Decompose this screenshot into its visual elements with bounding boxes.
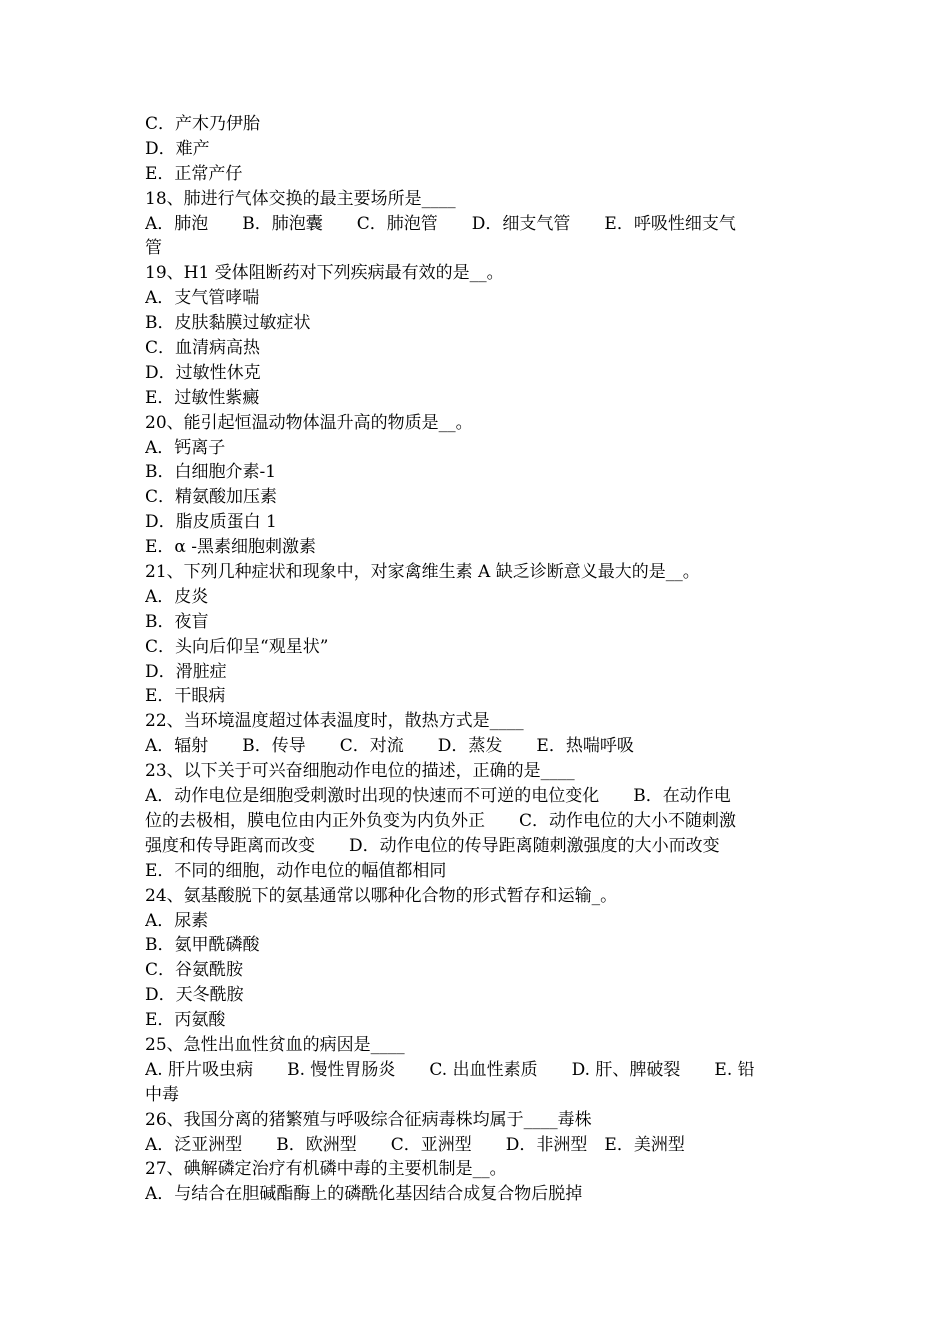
text-line: E．丙氨酸 bbox=[145, 1010, 226, 1031]
question-20: 20、能引起恒温动物体温升高的物质是__。 bbox=[145, 412, 473, 433]
text-line: D．过敏性休克 bbox=[145, 362, 261, 383]
question-19: 19、H1 受体阻断药对下列疾病最有效的是__。 bbox=[145, 263, 504, 284]
text-line: A．支气管哮喘 bbox=[145, 288, 260, 309]
text-line: E．正常产仔 bbox=[145, 163, 243, 184]
text-line: A．动作电位是细胞受刺激时出现的快速而不可逆的电位变化 B．在动作电 bbox=[145, 786, 731, 807]
text-line: B．白细胞介素-1 bbox=[145, 462, 277, 483]
document-page bbox=[145, 112, 810, 1207]
text-line: A．与结合在胆碱酯酶上的磷酰化基因结合成复合物后脱掉 bbox=[145, 1184, 583, 1205]
question-27: 27、碘解磷定治疗有机磷中毒的主要机制是__。 bbox=[145, 1159, 507, 1180]
text-line: C．产木乃伊胎 bbox=[145, 114, 261, 134]
text-line: D．滑脏症 bbox=[145, 661, 227, 682]
question-21: 21、下列几种症状和现象中，对家禽维生素 A 缺乏诊断意义最大的是__。 bbox=[145, 562, 700, 583]
text-line: A. 肝片吸虫病 B. 慢性胃肠炎 C. 出血性素质 D. 肝、脾破裂 E. 铅 bbox=[145, 1059, 755, 1080]
text-line: D．脂皮质蛋白 1 bbox=[145, 512, 277, 533]
question-24: 24、氨基酸脱下的氨基通常以哪种化合物的形式暂存和运输_。 bbox=[145, 885, 618, 906]
text-line: A．辐射 B．传导 C．对流 D．蒸发 E．热喘呼吸 bbox=[145, 736, 634, 757]
question-22: 22、当环境温度超过体表温度时，散热方式是____ bbox=[145, 711, 524, 732]
question-26: 26、我国分离的猪繁殖与呼吸综合征病毒株均属于____毒株 bbox=[145, 1109, 592, 1130]
text-line: B．皮肤黏膜过敏症状 bbox=[145, 313, 311, 334]
text-line: A．肺泡 B．肺泡囊 C．肺泡管 D．细支气管 E．呼吸性细支气 bbox=[145, 213, 736, 234]
text-line: 管 bbox=[145, 238, 162, 259]
text-line: C．谷氨酰胺 bbox=[145, 960, 244, 981]
text-line: E．α -黑素细胞刺激素 bbox=[145, 537, 317, 558]
text-line: E．干眼病 bbox=[145, 686, 226, 707]
text-line: A．钙离子 bbox=[145, 437, 226, 458]
text-line: B．夜盲 bbox=[145, 611, 209, 632]
text-line: A．泛亚洲型 B．欧洲型 C．亚洲型 D．非洲型 E．美洲型 bbox=[145, 1134, 685, 1155]
text-line: C．精氨酸加压素 bbox=[145, 487, 278, 508]
text-line: A．皮炎 bbox=[145, 586, 209, 607]
text-line: A．尿素 bbox=[145, 910, 209, 931]
question-18: 18、肺进行气体交换的最主要场所是____ bbox=[145, 188, 456, 209]
text-line: C．血清病高热 bbox=[145, 338, 261, 359]
text-line: D．难产 bbox=[145, 138, 210, 159]
question-25: 25、急性出血性贫血的病因是____ bbox=[145, 1034, 405, 1055]
text-line: E．过敏性紫癜 bbox=[145, 387, 260, 408]
text-line: 强度和传导距离而改变 D．动作电位的传导距离随刺激强度的大小而改变 bbox=[145, 835, 720, 856]
text-line: 位的去极相，膜电位由内正外负变为内负外正 C．动作电位的大小不随刺激 bbox=[145, 810, 737, 831]
text-line: 中毒 bbox=[145, 1084, 179, 1105]
text-line: C．头向后仰呈“观星状” bbox=[145, 636, 329, 657]
text-line: E．不同的细胞，动作电位的幅值都相同 bbox=[145, 860, 447, 881]
question-23: 23、以下关于可兴奋细胞动作电位的描述，正确的是____ bbox=[145, 761, 575, 782]
text-line: D．天冬酰胺 bbox=[145, 985, 244, 1006]
text-line: B．氨甲酰磷酸 bbox=[145, 935, 260, 956]
